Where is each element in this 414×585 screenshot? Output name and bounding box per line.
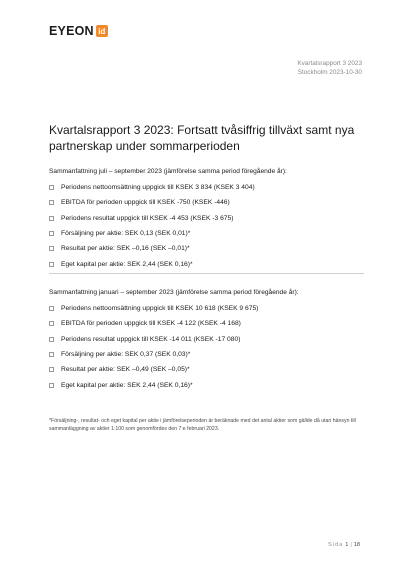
list-item-text: Periodens nettoomsättning uppgick till KSEK 3 834 (KSEK 3 404) (61, 184, 255, 192)
page-separator: | (350, 542, 352, 548)
page-title: Kvartalsrapport 3 2023: Fortsatt tvåsiffrig tillväxt samt nya partnerskap under sommarperioden (49, 123, 355, 153)
list-item (49, 226, 369, 241)
summary-ytd-section (49, 289, 369, 393)
report-meta (297, 59, 362, 77)
section-heading: Sammanfattning juli – september 2023 (jämförelse samma period föregående år): (49, 168, 287, 175)
company-logo (49, 24, 108, 38)
section-heading: Sammanfattning januari – september 2023 (jämförelse samma period föregående år): (49, 289, 299, 296)
list-item-text: Försäljning per aktie: SEK 0,37 (SEK 0,03)* (61, 351, 191, 359)
list-item (49, 377, 369, 392)
report-name: Kvartalsrapport 3 2023 (297, 60, 362, 67)
list-item-text: Resultat per aktie: SEK –0,16 (SEK –0,01)* (61, 245, 190, 253)
bullet-box-icon (49, 337, 54, 342)
summary-list (49, 301, 369, 393)
place-date: Stockholm 2023-10-30 (297, 69, 362, 76)
list-item-text: Resultat per aktie: SEK –0,49 (SEK –0,05)* (61, 366, 190, 374)
bullet-box-icon (49, 262, 54, 267)
bullet-box-icon (49, 231, 54, 236)
page-number (328, 542, 360, 548)
list-item-text: Eget kapital per aktie: SEK 2,44 (SEK 0,16)* (61, 260, 193, 268)
logo-badge: id (96, 25, 108, 37)
list-item (49, 301, 369, 316)
list-item-text: Eget kapital per aktie: SEK 2,44 (SEK 0,16)* (61, 381, 193, 389)
summary-q3-section (49, 168, 369, 272)
summary-list (49, 180, 369, 272)
bullet-box-icon (49, 321, 54, 326)
bullet-box-icon (49, 185, 54, 190)
list-item-text: EBITDA för perioden uppgick till KSEK -4 122 (KSEK -4 168) (61, 320, 241, 328)
list-item (49, 195, 369, 210)
list-item-text: Försäljning per aktie: SEK 0,13 (SEK 0,01)* (61, 230, 191, 238)
list-item-text: EBITDA för perioden uppgick till KSEK -750 (KSEK -446) (61, 199, 230, 207)
bullet-box-icon (49, 352, 54, 357)
bullet-box-icon (49, 216, 54, 221)
list-item-text: Periodens nettoomsättning uppgick till KSEK 10 618 (KSEK 9 675) (61, 305, 259, 313)
bullet-box-icon (49, 383, 54, 388)
section-divider (49, 273, 364, 274)
list-item (49, 180, 369, 195)
list-item (49, 362, 369, 377)
bullet-box-icon (49, 306, 54, 311)
logo-text: EYEON (49, 24, 94, 38)
bullet-box-icon (49, 200, 54, 205)
list-item-text: Periodens resultat uppgick till KSEK -14 011 (KSEK -17 080) (61, 335, 241, 343)
list-item (49, 256, 369, 271)
bullet-box-icon (49, 246, 54, 251)
total-pages: 18 (353, 542, 360, 548)
list-item (49, 347, 369, 362)
footnote: *Försäljning-, resultat- och eget kapital per aktie i jämförelseperioden är beräknade med det antal aktier som gällde då utan hänsyn till sammanläggning av aktier 1:100 som genomfördes den 7:e februari 2023. (49, 418, 356, 432)
page-label: Sida (327, 542, 344, 548)
list-item-text: Periodens resultat uppgick till KSEK -4 453 (KSEK -3 675) (61, 214, 234, 222)
list-item (49, 316, 369, 331)
list-item (49, 241, 369, 256)
bullet-box-icon (49, 367, 54, 372)
current-page: 1 (345, 542, 349, 548)
list-item (49, 211, 369, 226)
list-item (49, 332, 369, 347)
